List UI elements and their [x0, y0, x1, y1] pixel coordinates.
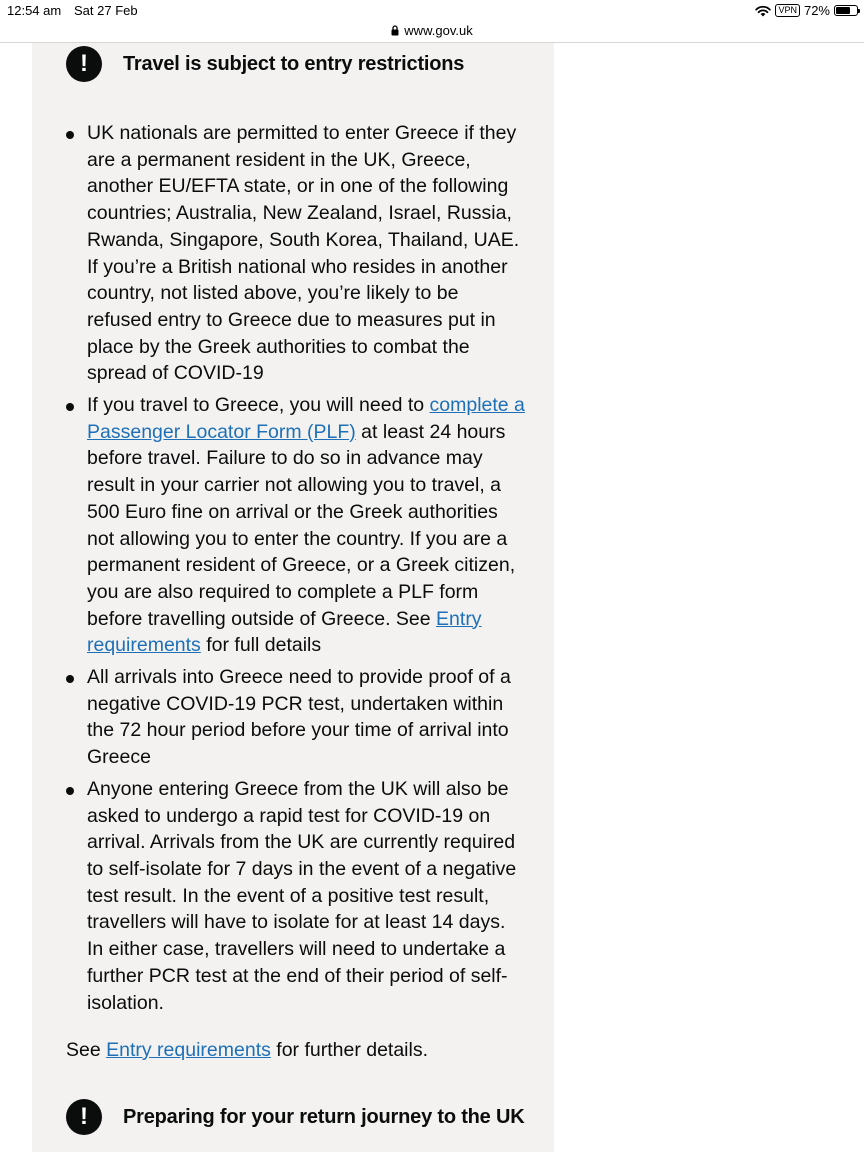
status-date: Sat 27 Feb — [74, 3, 138, 18]
entry-requirements-link[interactable]: Entry requirements — [87, 607, 482, 657]
entry-requirements-link[interactable]: Entry requirements — [106, 1039, 271, 1061]
url-text[interactable]: www.gov.uk — [404, 22, 473, 38]
list-item-text: at least 24 hours before travel. Failure to do so in advance may result in your carrier not allowing you to travel, a 500 Euro fine on arrival or the Greek authorities not allowing you to enter the country. If you are a permanent resident of Greece, or a Greek citizen, you are also required to complete a PLF form before travelling outside of Greece. See — [87, 420, 516, 630]
list-item-text: All arrivals into Greece need to provide proof of a negative COVID-19 PCR test, undertaken within the 72 hour period before your time of arrival into Greece — [87, 666, 511, 769]
warning-panel — [32, 43, 554, 1152]
vpn-badge: VPN — [775, 4, 800, 17]
list-item-text: Anyone entering Greece from the UK will also be asked to undergo a rapid test for COVID-19 on arrival. Arrivals from the UK are currently required to self-isolate for 7 days in the event of a negative test result. In the event of a positive test result, travellers will have to isolate for at least 14 days. In either case, travellers will need to undertake a further PCR test at the end of their period of self-isolation. — [87, 777, 517, 1014]
lock-icon — [391, 25, 399, 36]
status-bar — [0, 0, 864, 20]
address-bar[interactable] — [0, 18, 864, 43]
list-item — [66, 120, 526, 387]
status-time: 12:54 am — [7, 3, 62, 18]
status-indicators — [755, 3, 858, 18]
warning-callout-return-journey — [66, 1099, 524, 1135]
entry-restrictions-list — [66, 120, 526, 1021]
warning-icon: ! — [66, 1099, 102, 1135]
see-text: See — [66, 1039, 107, 1061]
list-item — [66, 664, 526, 771]
list-item — [66, 392, 526, 659]
see-text-end: for further details. — [270, 1039, 429, 1061]
battery-icon — [834, 5, 858, 16]
list-item-text: UK nationals are permitted to enter Greece if they are a permanent resident in the UK, Greece, another EU/EFTA state, or in one of the following countries; Australia, New Zealand, Israel, Russia, Rwanda, Singapore, South Korea, Thailand, UAE. If you’re a British national who resides in another country, not listed above, you’re likely to be refused entry to Greece due to measures put in place by the Greek authorities to combat the spread of COVID-19 — [87, 122, 520, 385]
list-item — [66, 776, 526, 1016]
list-item-text: for full details — [200, 634, 322, 657]
battery-level — [836, 7, 850, 14]
warning-callout-entry-restrictions — [66, 46, 464, 82]
warning-title: Preparing for your return journey to the UK — [123, 1105, 525, 1128]
warning-icon: ! — [66, 46, 102, 82]
warning-title: Travel is subject to entry restrictions — [123, 52, 465, 75]
battery-percent: 72% — [803, 3, 830, 18]
list-item-text: If you travel to Greece, you will need to — [87, 394, 430, 417]
wifi-icon — [755, 5, 771, 17]
passenger-locator-form-link[interactable]: complete a Passenger Locator Form (PLF) — [87, 394, 525, 443]
see-further-details — [66, 1037, 428, 1064]
